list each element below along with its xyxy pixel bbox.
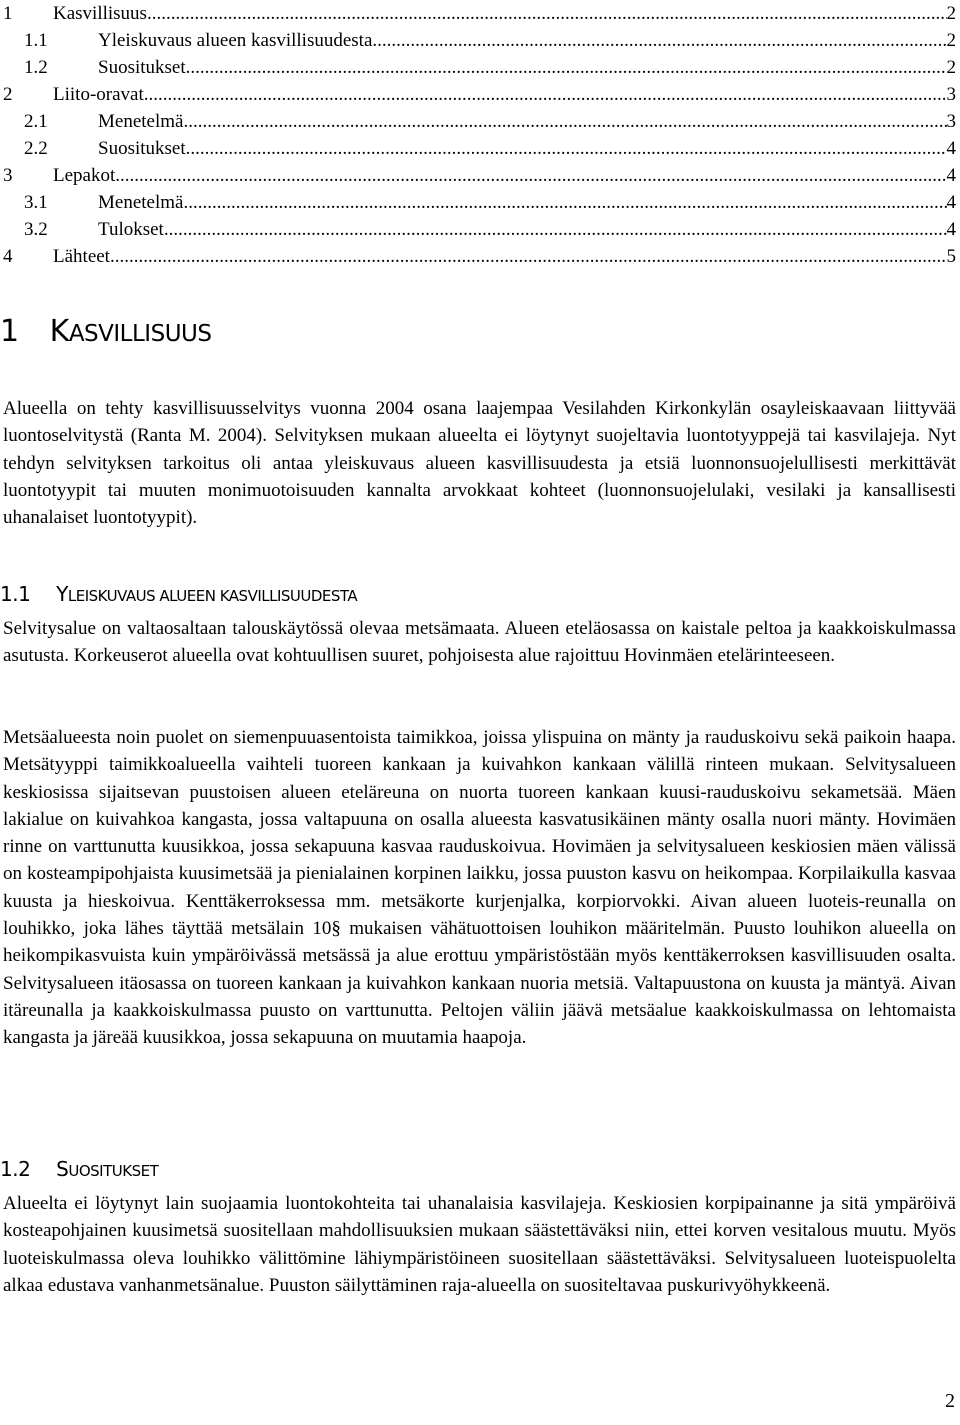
section-heading-kasvillisuus [0, 312, 211, 354]
toc-page-number: 4 [946, 165, 956, 186]
toc-leader-dots [147, 0, 947, 27]
subsection-title-initial: Y [56, 582, 68, 606]
subsection-title-initial: S [56, 1157, 69, 1181]
toc-page-number: 2 [946, 30, 956, 51]
toc-leader-dots [115, 162, 946, 189]
toc-entry[interactable] [0, 216, 956, 243]
toc-leader-dots [164, 216, 947, 243]
toc-entry[interactable] [0, 81, 956, 108]
toc-page-number: 2 [946, 57, 956, 78]
section-number: 1 [0, 314, 19, 349]
toc-entry[interactable] [0, 54, 956, 81]
toc-title: Menetelmä [98, 192, 184, 213]
toc-entry[interactable] [0, 243, 956, 270]
toc-leader-dots [183, 108, 946, 135]
section-paragraph: Alueelta ei löytynyt lain suojaamia luontokohteita tai uhanalaisia kasvilajeja. Keskiosien korpipainanne ja sitä ympäröivä kosteapohjainen kuusimetsä suositellaan mahdollisuuksien mukaan säästettäväksi niin, ettei korven vesitalous muutu. Myös luoteiskulmassa oleva louhikko välittömine lähiympäristöineen suositellaan säästettäväksi. Selvitysalueen luoteispuolelta alkaa edustava vanhanmetsänalue. Puuston säilyttäminen raja-alueella on suositeltavaa puskurivyöhykkeenä. [3, 1193, 956, 1296]
toc-page-number: 4 [946, 138, 956, 159]
toc-number: 4 [3, 246, 13, 267]
section-title-initial: K [49, 314, 69, 349]
toc-number: 3 [3, 165, 13, 186]
toc-leader-dots [186, 135, 947, 162]
toc-number: 1.2 [24, 57, 48, 78]
toc-number: 2 [3, 84, 13, 105]
toc-number: 1.1 [24, 30, 48, 51]
toc-title: Kasvillisuus [53, 3, 147, 24]
toc-number: 2.2 [24, 138, 48, 159]
toc-page-number: 4 [946, 219, 956, 240]
toc-title: Lähteet [53, 246, 110, 267]
toc-leader-dots [372, 27, 946, 54]
section-paragraph: Alueella on tehty kasvillisuusselvitys vuonna 2004 osana laajempaa Vesilahden Kirkonkylän osayleiskaavaan liittyvää luontoselvitystä (Ranta M. 2004). Selvityksen mukaan alueelta ei löytynyt suojeltavia luontotyyppejä tai kasvilajeja. Nyt tehdyn selvityksen tarkoitus oli antaa yleiskuvaus alueen kasvillisuudesta ja etsiä luonnonsuojelullisesti merkittävät luontotyypit tai muuten monimuotoisuuden kannalta arvokkaat kohteet (luonnonsuojelulaki, vesilaki ja kansallisesti uhanalaiset luontotyypit). [3, 398, 956, 529]
toc-number: 3.1 [24, 192, 48, 213]
subsection-number: 1.1 [0, 582, 31, 606]
toc-page-number: 3 [946, 111, 956, 132]
toc-number: 3.2 [24, 219, 48, 240]
subsection-heading-suositukset [0, 1155, 158, 1185]
toc-leader-dots [110, 243, 947, 270]
toc-title: Liito-oravat [53, 84, 144, 105]
toc-entry[interactable] [0, 108, 956, 135]
toc-title: Suositukset [98, 57, 186, 78]
section-title: ASVILLISUUS [68, 321, 212, 347]
toc-page-number: 5 [946, 246, 956, 267]
toc-title: Lepakot [53, 165, 116, 186]
toc-leader-dots [144, 81, 947, 108]
subsection-title: LEISKUVAUS ALUEEN KASVILLISUUDESTA [67, 587, 358, 605]
toc-entry[interactable] [0, 135, 956, 162]
section-paragraph: Metsäalueesta noin puolet on siemenpuuasentoista taimikkoa, joissa ylispuina on mänty ja rauduskoivu sekä paikoin haapa. Metsätyyppi taimikkoalueella vaihteli tuoreen kankaan ja kuivahkon kankaan välillä rinteen mukaan. Selvitysalueen keskiosissa sijaitsevan puustoisen alueen eteläreuna on nuorta tuoreen kankaan kuusi-rauduskoivu sekametsää. Mäen lakialue on kuivahkoa kangasta, jossa valtapuuna on osalla alueesta kasvatusikäinen mänty osalla nuori mänty. Hovimäen rinne on varttunutta kuusikkoa, jossa sekapuuna kasvaa rauduskoivua. Hovimäen ja selvitysalueen keskiosien mäen välissä on kosteampipohjaista kuusimetsää ja pienialainen korpinen laikku, jossa puuston kasvu on heikompaa. Korpilaikulla kasvaa kuusta ja hieskoivua. Kenttäkerroksessa mm. metsäkorte kurjenjalka, korpiorvokki. Aivan alueen luoteis-reunalla on louhikko, joka lähes täyttää metsälain 10§ mukaisen vähätuottoisen louhikon määritelmän. Puusto louhikon alueella on heikompikasvuista kuin ympäröivässä metsässä ja alue erottuu ympäristöstään myös kenttäkerroksen kasvillisuuden osalta. Selvitysalueen itäosassa on tuoreen kankaan ja kuivahkon kankaan nuoria metsiä. Valtapuustona on kuusta ja mäntyä. Aivan itäreunalla ja kaakkoiskulmassa puusto on varttunutta. Peltojen väliin jäävä metsäalue kaakkoiskulmassa on lehtomaista kangasta ja järeää kuusikkoa, jossa sekapuuna on muutamia haapoja. [3, 727, 956, 1049]
toc-entry[interactable] [0, 27, 956, 54]
section-paragraph: Selvitysalue on valtaosaltaan talouskäytössä olevaa metsämaata. Alueen eteläosassa on kaistale peltoa ja kaakkoiskulmassa asutusta. Korkeuserot alueella ovat kohtuullisen suuret, pohjoisesta alue rajoittuu Hovinmäen etelärinteeseen. [3, 618, 956, 667]
toc-title: Yleiskuvaus alueen kasvillisuudesta [98, 30, 373, 51]
subsection-number: 1.2 [0, 1157, 31, 1181]
toc-page-number: 4 [946, 192, 956, 213]
toc-page-number: 3 [946, 84, 956, 105]
toc-title: Menetelmä [98, 111, 184, 132]
toc-title: Tulokset [98, 219, 164, 240]
toc-page-number: 2 [946, 3, 956, 24]
toc-leader-dots [183, 189, 946, 216]
toc-entry[interactable] [0, 0, 956, 27]
toc-entry[interactable] [0, 162, 956, 189]
toc-title: Suositukset [98, 138, 186, 159]
subsection-heading-yleiskuvaus [0, 580, 357, 610]
toc-number: 2.1 [24, 111, 48, 132]
toc-leader-dots [186, 54, 947, 81]
page-number: 2 [945, 1390, 955, 1412]
toc-number: 1 [3, 3, 13, 24]
subsection-title: UOSITUKSET [68, 1162, 159, 1180]
toc-entry[interactable] [0, 189, 956, 216]
